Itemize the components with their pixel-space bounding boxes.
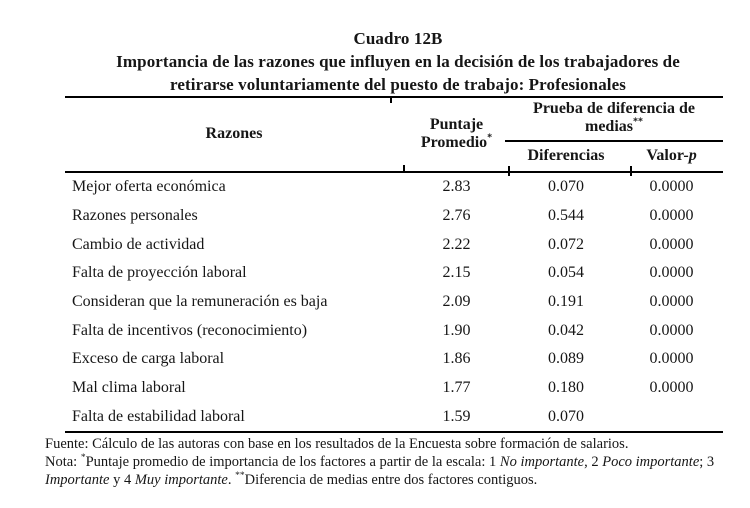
table-body [65, 173, 723, 431]
cell-diferencia: 0.191 [548, 293, 584, 311]
cell-valor-p: 0.0000 [649, 293, 694, 311]
table-row [65, 345, 723, 374]
cell-puntaje-promedio: 2.83 [442, 178, 471, 196]
cell-valor-p: 0.0000 [649, 321, 694, 339]
header-puntaje-line2: Promedio [420, 134, 488, 151]
table-title [70, 27, 726, 96]
header-prueba-line1: Prueba de diferencia de [533, 100, 695, 117]
table-row [65, 173, 723, 202]
table-row [65, 316, 723, 345]
cell-puntaje-promedio: 1.77 [442, 379, 471, 397]
cell-puntaje-promedio: 1.86 [442, 350, 471, 368]
cell-puntaje-promedio: 1.59 [442, 407, 471, 425]
footnote-marker-single: * [487, 132, 493, 144]
header-puntaje-line1: Puntaje [429, 116, 484, 133]
title-line-3: retirarse voluntariamente del puesto de trabajo: Profesionales [170, 75, 626, 94]
cell-diferencia: 0.072 [548, 235, 584, 253]
table-row [65, 402, 723, 431]
cell-razon: Mal clima laboral [72, 379, 186, 397]
header-valor-prefix: Valor- [646, 147, 689, 164]
cell-diferencia: 0.180 [548, 379, 584, 397]
cell-puntaje-promedio: 2.22 [442, 235, 471, 253]
cell-puntaje-promedio: 2.15 [442, 264, 471, 282]
cell-puntaje-promedio: 2.76 [442, 207, 471, 224]
table-notes [45, 435, 725, 489]
header-diferencias [510, 141, 630, 171]
source-note: Fuente: Cálculo de las autoras con base en los resultados de la Encuesta sobre formación de salarios. [45, 436, 629, 452]
cell-razon: Mejor oferta económica [72, 178, 226, 196]
cell-valor-p: 0.0000 [649, 207, 694, 224]
header-razones-label: Razones [205, 125, 263, 142]
table-row [65, 288, 723, 317]
header-prueba-group [505, 96, 723, 140]
table-row [65, 259, 723, 288]
header-valor-p [630, 141, 723, 171]
table-row [65, 202, 723, 231]
title-line-2: Importancia de las razones que influyen en la decisión de los trabajadores de [116, 52, 680, 71]
cell-valor-p: 0.0000 [649, 350, 694, 368]
cell-razon: Razones personales [72, 207, 198, 224]
cell-diferencia: 0.070 [548, 407, 584, 425]
cell-razon: Falta de proyección laboral [72, 264, 247, 282]
title-caption: Cuadro 12B [353, 29, 443, 48]
header-prueba-line2: medias [585, 118, 633, 135]
cell-puntaje-promedio: 2.09 [442, 293, 471, 311]
footnote-marker-double: ** [633, 116, 643, 128]
cell-diferencia: 0.070 [548, 178, 584, 196]
table-bottom-rule [65, 431, 723, 433]
cell-valor-p: 0.0000 [649, 235, 694, 253]
header-razones [65, 97, 403, 171]
cell-razon: Falta de incentivos (reconocimiento) [72, 321, 308, 339]
cell-diferencia: 0.054 [548, 264, 584, 282]
cell-valor-p: 0.0000 [649, 379, 694, 397]
table-row [65, 230, 723, 259]
cell-diferencia: 0.089 [548, 350, 584, 368]
header-puntaje-promedio [403, 97, 510, 171]
header-diferencias-label: Diferencias [527, 147, 605, 164]
cell-razon: Exceso de carga laboral [72, 350, 225, 368]
footnote-text: Nota: *Puntaje promedio de importancia de los factores a partir de la escala: 1 No importante, 2 Poco importante; 3 Importante y 4 Muy importante. **Diferencia de medias entre dos factores contiguos. [45, 453, 715, 488]
header-valor-p-italic: p [688, 147, 697, 164]
cell-razon: Falta de estabilidad laboral [72, 407, 245, 425]
cell-valor-p: 0.0000 [649, 264, 694, 282]
cell-diferencia: 0.042 [548, 321, 584, 339]
table-row [65, 374, 723, 403]
cell-valor-p: 0.0000 [649, 178, 694, 196]
cell-razon: Consideran que la remuneración es baja [72, 293, 328, 311]
cell-diferencia: 0.544 [548, 207, 584, 224]
cell-puntaje-promedio: 1.90 [442, 321, 471, 339]
cell-razon: Cambio de actividad [72, 235, 205, 253]
